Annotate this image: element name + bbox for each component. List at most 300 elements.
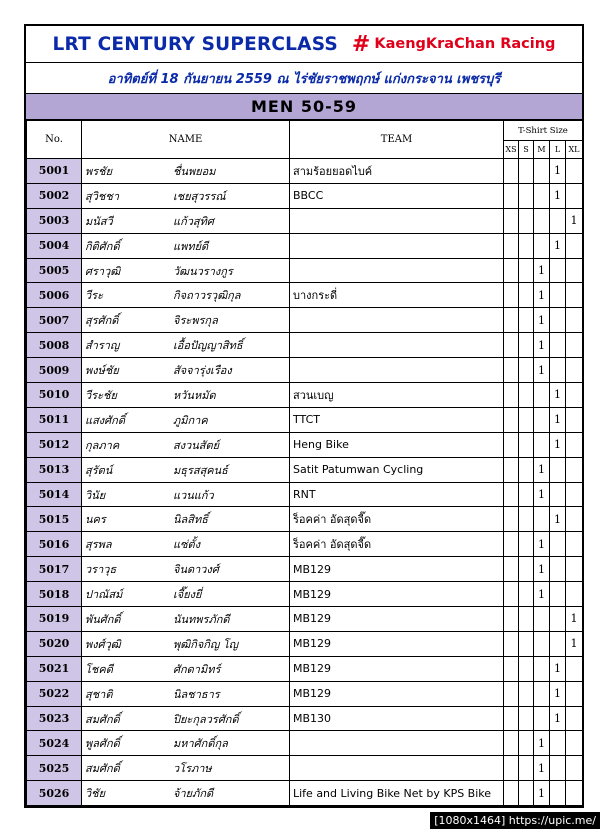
size-cell-s xyxy=(519,681,534,706)
size-cell-m xyxy=(534,656,550,681)
size-cell-s xyxy=(519,631,534,656)
size-cell-s xyxy=(519,557,534,582)
size-cell-xl xyxy=(566,582,583,607)
team-name xyxy=(290,756,504,781)
size-cell-s xyxy=(519,482,534,507)
first-name: วีระชัย xyxy=(85,388,117,402)
size-cell-xl xyxy=(566,781,583,806)
event-title: LRT CENTURY SUPERCLASS xyxy=(52,33,338,55)
hashtag-symbol: # xyxy=(351,31,371,57)
bib-number: 5024 xyxy=(27,731,82,756)
first-name: สุชาติ xyxy=(85,687,113,701)
table-row xyxy=(27,781,583,806)
rider-name xyxy=(82,557,290,582)
size-cell-s xyxy=(519,159,534,184)
size-cell-xl xyxy=(566,358,583,383)
first-name: ศราวุฒิ xyxy=(85,264,121,278)
size-cell-l xyxy=(550,631,566,656)
first-name: สุรศักดิ์ xyxy=(85,314,119,328)
bib-number: 5008 xyxy=(27,333,82,358)
size-cell-xl xyxy=(566,706,583,731)
rider-name xyxy=(82,358,290,383)
table-row xyxy=(27,607,583,632)
size-cell-s xyxy=(519,781,534,806)
team-name: สวนเบญ xyxy=(290,383,504,408)
size-cell-m xyxy=(534,407,550,432)
size-cell-l xyxy=(550,457,566,482)
size-cell-l xyxy=(550,781,566,806)
rider-name xyxy=(82,706,290,731)
size-cell-l xyxy=(550,482,566,507)
size-cell-xs xyxy=(504,183,519,208)
rider-table xyxy=(26,120,583,806)
size-cell-s xyxy=(519,756,534,781)
rider-name xyxy=(82,258,290,283)
size-cell-l: 1 xyxy=(550,183,566,208)
size-cell-m: 1 xyxy=(534,457,550,482)
size-cell-l xyxy=(550,532,566,557)
size-cell-l xyxy=(550,358,566,383)
first-name: กุลภาค xyxy=(85,438,120,452)
size-cell-l xyxy=(550,756,566,781)
rider-name xyxy=(82,233,290,258)
first-name: สมศักดิ์ xyxy=(85,762,120,776)
first-name: สุรพล xyxy=(85,538,112,552)
size-cell-m: 1 xyxy=(534,756,550,781)
size-cell-s xyxy=(519,607,534,632)
size-cell-l xyxy=(550,731,566,756)
first-name: พูลศักดิ์ xyxy=(85,737,120,751)
bib-number: 5012 xyxy=(27,432,82,457)
size-cell-m: 1 xyxy=(534,258,550,283)
table-row xyxy=(27,532,583,557)
category-header: MEN 50-59 xyxy=(26,94,582,120)
rider-name xyxy=(82,582,290,607)
first-name: โชคดี xyxy=(85,662,113,676)
size-cell-s xyxy=(519,258,534,283)
size-cell-l xyxy=(550,557,566,582)
last-name: เชยสุวรรณ์ xyxy=(173,189,226,203)
size-cell-l xyxy=(550,333,566,358)
first-name: สุวิชชา xyxy=(85,189,119,203)
table-row xyxy=(27,258,583,283)
first-name: แสงศักดิ์ xyxy=(85,413,125,427)
last-name: เอื้อปัญญาสิทธิ์ xyxy=(173,339,243,353)
size-cell-xl xyxy=(566,532,583,557)
size-cell-xl xyxy=(566,233,583,258)
size-cell-xl xyxy=(566,258,583,283)
size-cell-xs xyxy=(504,582,519,607)
bib-number: 5016 xyxy=(27,532,82,557)
size-cell-m xyxy=(534,432,550,457)
size-cell-m xyxy=(534,681,550,706)
table-row xyxy=(27,383,583,408)
last-name: ภูมิกาค xyxy=(173,413,208,427)
table-row xyxy=(27,706,583,731)
rider-rows xyxy=(27,159,583,806)
size-cell-s xyxy=(519,432,534,457)
rider-name xyxy=(82,631,290,656)
size-cell-xs xyxy=(504,532,519,557)
size-cell-s xyxy=(519,407,534,432)
size-cell-l: 1 xyxy=(550,432,566,457)
team-name: Life and Living Bike Net by KPS Bike xyxy=(290,781,504,806)
size-cell-xs xyxy=(504,159,519,184)
col-header-name: NAME xyxy=(82,121,290,159)
first-name: มนัสวี xyxy=(85,214,113,228)
last-name: นันทพรภักดี xyxy=(173,612,230,626)
team-name: บางกระดี่ xyxy=(290,283,504,308)
size-cell-xs xyxy=(504,656,519,681)
rider-name xyxy=(82,383,290,408)
size-header-xs: XS xyxy=(504,141,519,159)
table-row xyxy=(27,208,583,233)
bib-number: 5005 xyxy=(27,258,82,283)
size-cell-l: 1 xyxy=(550,383,566,408)
team-name xyxy=(290,333,504,358)
rider-name xyxy=(82,607,290,632)
size-cell-m: 1 xyxy=(534,582,550,607)
table-row xyxy=(27,407,583,432)
first-name: สุรัตน์ xyxy=(85,463,113,477)
first-name: พรชัย xyxy=(85,164,113,178)
bib-number: 5021 xyxy=(27,656,82,681)
bib-number: 5013 xyxy=(27,457,82,482)
size-cell-xs xyxy=(504,383,519,408)
first-name: ปาณัสม์ xyxy=(85,588,123,602)
first-name: สำราญ xyxy=(85,339,120,353)
size-cell-l xyxy=(550,308,566,333)
bib-number: 5019 xyxy=(27,607,82,632)
first-name: วีระ xyxy=(85,289,103,303)
size-cell-m xyxy=(534,159,550,184)
team-name xyxy=(290,731,504,756)
event-date-location: อาทิตย์ที่ 18 กันยายน 2559 ณ ไร่ชัยราชพฤกษ์ แก่งกระจาน เพชรบุรี xyxy=(26,63,582,94)
last-name: ชื่นพยอม xyxy=(173,164,216,178)
size-cell-xs xyxy=(504,607,519,632)
registration-sheet xyxy=(24,24,584,808)
size-header-l: L xyxy=(550,141,566,159)
team-name xyxy=(290,308,504,333)
bib-number: 5009 xyxy=(27,358,82,383)
size-cell-xl xyxy=(566,507,583,532)
last-name: จินดาวงศ์ xyxy=(173,563,219,577)
rider-name xyxy=(82,283,290,308)
size-cell-xs xyxy=(504,358,519,383)
first-name: นคร xyxy=(85,513,106,527)
table-row xyxy=(27,507,583,532)
size-cell-s xyxy=(519,457,534,482)
event-tag: KaengKraChan Racing xyxy=(374,36,556,52)
size-cell-s xyxy=(519,656,534,681)
size-cell-l xyxy=(550,582,566,607)
rider-name xyxy=(82,333,290,358)
last-name: ปิยะกุลวรศักดิ์ xyxy=(173,712,239,726)
first-name: สมศักดิ์ xyxy=(85,712,120,726)
rider-name xyxy=(82,656,290,681)
team-name: RNT xyxy=(290,482,504,507)
size-cell-xl xyxy=(566,756,583,781)
size-cell-xl: 1 xyxy=(566,607,583,632)
team-name: TTCT xyxy=(290,407,504,432)
rider-name xyxy=(82,731,290,756)
size-cell-xl xyxy=(566,432,583,457)
team-name: MB129 xyxy=(290,582,504,607)
team-name: MB129 xyxy=(290,631,504,656)
table-row xyxy=(27,681,583,706)
size-cell-xs xyxy=(504,208,519,233)
first-name: วิชัย xyxy=(85,787,106,801)
bib-number: 5002 xyxy=(27,183,82,208)
bib-number: 5001 xyxy=(27,159,82,184)
rider-name xyxy=(82,482,290,507)
size-cell-xs xyxy=(504,482,519,507)
col-header-team: TEAM xyxy=(290,121,504,159)
size-cell-s xyxy=(519,706,534,731)
last-name: มหาศักดิ์กุล xyxy=(173,737,228,751)
last-name: พุฒิกิจกิญ โญ xyxy=(173,637,239,651)
first-name: พงศ์วุฒิ xyxy=(85,637,121,651)
first-name: กิติศักดิ์ xyxy=(85,239,120,253)
size-cell-xs xyxy=(504,681,519,706)
table-row xyxy=(27,582,583,607)
size-cell-xl xyxy=(566,557,583,582)
size-cell-l xyxy=(550,607,566,632)
bib-number: 5018 xyxy=(27,582,82,607)
size-cell-xl: 1 xyxy=(566,631,583,656)
rider-name xyxy=(82,507,290,532)
watermark: [1080x1464] https://upic.me/ xyxy=(430,812,600,829)
bib-number: 5006 xyxy=(27,283,82,308)
size-cell-xs xyxy=(504,283,519,308)
last-name: จ้ายภักดี xyxy=(173,787,214,801)
team-name: MB129 xyxy=(290,607,504,632)
size-cell-xs xyxy=(504,258,519,283)
team-name: Heng Bike xyxy=(290,432,504,457)
size-header-m: M xyxy=(534,141,550,159)
size-cell-l: 1 xyxy=(550,159,566,184)
bib-number: 5022 xyxy=(27,681,82,706)
last-name: วัฒนวรางกูร xyxy=(173,264,233,278)
rider-name xyxy=(82,308,290,333)
bib-number: 5011 xyxy=(27,407,82,432)
size-cell-xl xyxy=(566,656,583,681)
size-cell-s xyxy=(519,507,534,532)
bib-number: 5010 xyxy=(27,383,82,408)
size-cell-xl xyxy=(566,159,583,184)
team-name xyxy=(290,233,504,258)
table-row xyxy=(27,756,583,781)
last-name: สงวนสัตย์ xyxy=(173,438,220,452)
size-cell-m xyxy=(534,233,550,258)
first-name: วินัย xyxy=(85,488,106,502)
last-name: แซ่ตั้ง xyxy=(173,538,201,552)
last-name: ศักดามิทร์ xyxy=(173,662,221,676)
last-name: สัจจารุ่งเรือง xyxy=(173,364,232,378)
bib-number: 5003 xyxy=(27,208,82,233)
size-cell-l: 1 xyxy=(550,233,566,258)
team-name: BBCC xyxy=(290,183,504,208)
size-cell-xs xyxy=(504,333,519,358)
size-cell-m: 1 xyxy=(534,557,550,582)
size-cell-m xyxy=(534,631,550,656)
size-cell-s xyxy=(519,731,534,756)
size-cell-s xyxy=(519,308,534,333)
last-name: กิจถาวรวุฒิกุล xyxy=(173,289,241,303)
size-cell-l: 1 xyxy=(550,656,566,681)
size-cell-l: 1 xyxy=(550,407,566,432)
size-cell-xl xyxy=(566,407,583,432)
last-name: แก้วสุทิศ xyxy=(173,214,214,228)
bib-number: 5004 xyxy=(27,233,82,258)
title-bar xyxy=(26,26,582,63)
size-cell-xl xyxy=(566,183,583,208)
size-cell-xs xyxy=(504,756,519,781)
size-cell-s xyxy=(519,532,534,557)
table-row xyxy=(27,457,583,482)
rider-name xyxy=(82,208,290,233)
size-cell-m xyxy=(534,383,550,408)
rider-name xyxy=(82,681,290,706)
team-name: ร็อคค่า อัดสุดจี๊ด xyxy=(290,507,504,532)
size-cell-s xyxy=(519,208,534,233)
bib-number: 5017 xyxy=(27,557,82,582)
table-row xyxy=(27,183,583,208)
rider-name xyxy=(82,756,290,781)
size-cell-s xyxy=(519,358,534,383)
bib-number: 5015 xyxy=(27,507,82,532)
size-cell-m: 1 xyxy=(534,731,550,756)
first-name: พันศักดิ์ xyxy=(85,612,121,626)
size-header-xl: XL xyxy=(566,141,583,159)
size-cell-l xyxy=(550,283,566,308)
last-name: วโรภาษ xyxy=(173,762,212,776)
team-name: Satit Patumwan Cycling xyxy=(290,457,504,482)
table-row xyxy=(27,358,583,383)
size-cell-xs xyxy=(504,781,519,806)
table-row xyxy=(27,656,583,681)
size-header-s: S xyxy=(519,141,534,159)
table-row xyxy=(27,308,583,333)
bib-number: 5026 xyxy=(27,781,82,806)
team-name xyxy=(290,358,504,383)
size-cell-m xyxy=(534,507,550,532)
size-cell-m xyxy=(534,208,550,233)
rider-name xyxy=(82,457,290,482)
last-name: นิลสิทธิ์ xyxy=(173,513,208,527)
table-row xyxy=(27,333,583,358)
size-cell-m: 1 xyxy=(534,781,550,806)
size-cell-m: 1 xyxy=(534,358,550,383)
size-cell-l: 1 xyxy=(550,706,566,731)
size-cell-s xyxy=(519,233,534,258)
size-cell-l: 1 xyxy=(550,681,566,706)
size-cell-m xyxy=(534,183,550,208)
team-name: สามร้อยยอดไบค์ xyxy=(290,159,504,184)
size-cell-xl xyxy=(566,482,583,507)
bib-number: 5023 xyxy=(27,706,82,731)
size-cell-s xyxy=(519,333,534,358)
size-cell-xs xyxy=(504,407,519,432)
last-name: เจี๊ยงยี่ xyxy=(173,588,202,602)
size-cell-s xyxy=(519,383,534,408)
bib-number: 5014 xyxy=(27,482,82,507)
first-name: วราวุธ xyxy=(85,563,117,577)
size-cell-xs xyxy=(504,233,519,258)
size-cell-m: 1 xyxy=(534,532,550,557)
rider-name xyxy=(82,183,290,208)
size-cell-xs xyxy=(504,432,519,457)
size-cell-xs xyxy=(504,706,519,731)
table-row xyxy=(27,159,583,184)
size-cell-s xyxy=(519,183,534,208)
team-name: MB130 xyxy=(290,706,504,731)
bib-number: 5007 xyxy=(27,308,82,333)
size-cell-xs xyxy=(504,631,519,656)
size-cell-s xyxy=(519,582,534,607)
last-name: นิลชาธาร xyxy=(173,687,220,701)
team-name: MB129 xyxy=(290,681,504,706)
col-header-tshirt: T-Shirt Size xyxy=(504,121,583,141)
size-cell-m: 1 xyxy=(534,283,550,308)
size-cell-m xyxy=(534,607,550,632)
rider-name xyxy=(82,407,290,432)
first-name: พงษ์ชัย xyxy=(85,364,119,378)
last-name: แพทย์ดี xyxy=(173,239,209,253)
table-row xyxy=(27,631,583,656)
size-cell-xl xyxy=(566,283,583,308)
size-cell-xs xyxy=(504,557,519,582)
size-cell-xs xyxy=(504,731,519,756)
last-name: แวนแก้ว xyxy=(173,488,214,502)
size-cell-xs xyxy=(504,308,519,333)
last-name: มธุรสสุคนธ์ xyxy=(173,463,228,477)
size-cell-xs xyxy=(504,507,519,532)
table-row xyxy=(27,482,583,507)
table-row xyxy=(27,432,583,457)
last-name: หวันหมัด xyxy=(173,388,216,402)
size-cell-xl xyxy=(566,457,583,482)
size-cell-l xyxy=(550,258,566,283)
team-name: MB129 xyxy=(290,557,504,582)
size-cell-xl xyxy=(566,383,583,408)
table-row xyxy=(27,283,583,308)
size-cell-m: 1 xyxy=(534,308,550,333)
rider-name xyxy=(82,781,290,806)
size-cell-xs xyxy=(504,457,519,482)
table-row xyxy=(27,557,583,582)
bib-number: 5025 xyxy=(27,756,82,781)
team-name: ร็อคค่า อัดสุดจี๊ด xyxy=(290,532,504,557)
size-cell-xl xyxy=(566,333,583,358)
team-name: MB129 xyxy=(290,656,504,681)
rider-name xyxy=(82,159,290,184)
size-cell-xl xyxy=(566,308,583,333)
table-row xyxy=(27,731,583,756)
size-cell-m: 1 xyxy=(534,333,550,358)
size-cell-xl xyxy=(566,681,583,706)
size-cell-xl xyxy=(566,731,583,756)
bib-number: 5020 xyxy=(27,631,82,656)
team-name xyxy=(290,258,504,283)
size-cell-xl: 1 xyxy=(566,208,583,233)
size-cell-m: 1 xyxy=(534,482,550,507)
size-cell-m xyxy=(534,706,550,731)
rider-name xyxy=(82,432,290,457)
col-header-no: No. xyxy=(27,121,82,159)
team-name xyxy=(290,208,504,233)
rider-name xyxy=(82,532,290,557)
